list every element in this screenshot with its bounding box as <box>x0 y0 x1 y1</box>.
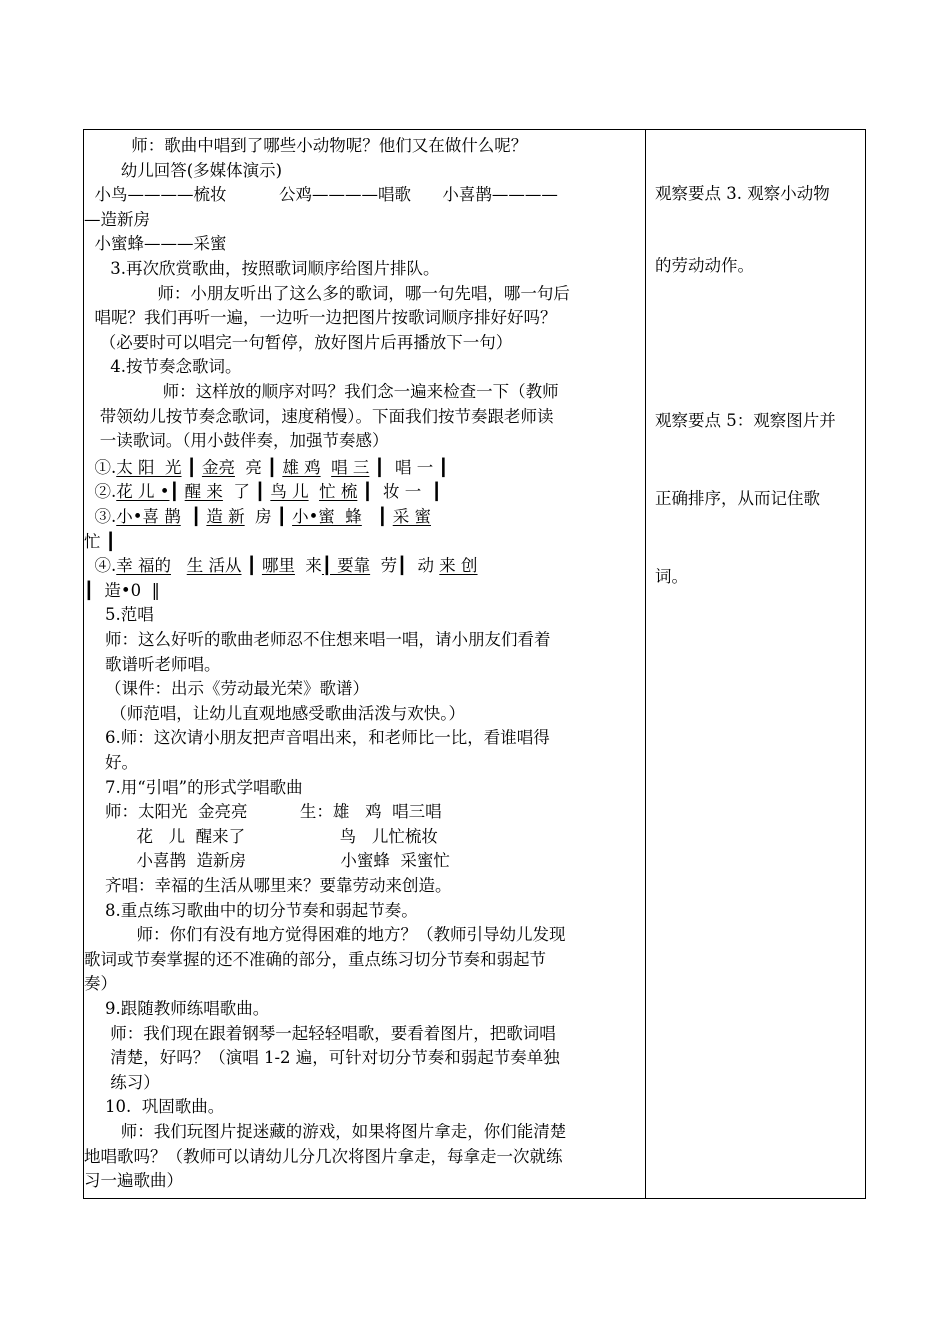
rhythm-segment: 金亮 <box>201 457 235 477</box>
rhythm-segment: 来 创 <box>439 556 478 576</box>
column-divider <box>645 130 646 1198</box>
rhythm-segment: ┃ <box>241 556 262 576</box>
text-line: ┃ 造•0 ‖ <box>84 580 160 600</box>
rhythm-segment: 忙 梳 <box>319 482 358 502</box>
lesson-plan-table <box>83 129 866 1199</box>
text-line: 3.再次欣赏歌曲，按照歌词顺序给图片排队。 <box>84 259 440 278</box>
rhythm-segment: ┃ 唱 一 ┃ <box>369 457 449 477</box>
rhythm-segment: ④. <box>84 556 117 576</box>
text-line: 齐唱：幸福的生活从哪里来？要靠劳动来创造。 <box>84 876 452 895</box>
rhythm-segment <box>309 482 320 501</box>
text-line: 练习） <box>84 1072 160 1092</box>
rhythm-segment: 哪里 <box>261 556 295 576</box>
rhythm-line <box>84 505 431 529</box>
rhythm-segment: 采 蜜 <box>392 507 431 526</box>
text-line: 唱呢？我们再听一遍，一边听一边把图片按歌词顺序排好好吗？ <box>84 308 557 328</box>
rhythm-segment: ┃ <box>361 507 393 526</box>
text-line: （课件：出示《劳动最光荣》歌谱） <box>84 679 369 699</box>
text-line: —造新房 <box>84 209 150 229</box>
note-line: 正确排序，从而记住歌 <box>655 489 820 508</box>
rhythm-segment: 房 ┃ <box>244 507 293 526</box>
rhythm-segment: 小•蜜 蜂 <box>292 507 362 526</box>
text-line: 好。 <box>84 753 138 772</box>
text-line: 奏） <box>84 974 117 994</box>
rhythm-line <box>84 480 442 504</box>
text-line: 师：我们玩图片捉迷藏的游戏，如果将图片拿走，你们能清楚 <box>84 1122 567 1141</box>
text-line: （必要时可以唱完一句暂停，放好图片后再播放下一句） <box>84 332 513 352</box>
text-line: 师：小朋友听出了这么多的歌词，哪一句先唱，哪一句后 <box>84 283 570 303</box>
text-line: 师：歌曲中唱到了哪些小动物呢？他们又在做什么呢？ <box>84 136 528 155</box>
rhythm-segment: ┃ 要靠 <box>321 556 371 576</box>
note-line: 观察要点 3. 观察小动物 <box>655 184 830 203</box>
text-line: 6.师：这次请小朋友把声音唱出来，和老师比一比，看谁唱得 <box>84 728 550 748</box>
rhythm-line <box>84 456 448 480</box>
observation-note-1 <box>655 134 830 326</box>
text-line: 幼儿回答(多媒体演示) <box>84 160 283 180</box>
text-line: 10. 巩固歌曲。 <box>84 1097 225 1117</box>
text-line: 忙 ┃ <box>84 531 116 551</box>
text-line: 歌词或节奏掌握的还不准确的部分，重点练习切分节奏和弱起节 <box>84 949 546 969</box>
note-line: 的劳动动作。 <box>655 256 754 275</box>
rhythm-segment <box>171 556 187 575</box>
rhythm-segment: ①. <box>84 457 117 477</box>
rhythm-segment: ②. <box>84 482 117 502</box>
text-line: 歌谱听老师唱。 <box>84 654 221 674</box>
rhythm-segment: 生 活从 <box>186 556 242 576</box>
rhythm-segment: 劳┃ 动 <box>370 556 440 576</box>
rhythm-segment: 醒 来 <box>184 482 223 502</box>
rhythm-line <box>84 554 478 578</box>
rhythm-segment <box>321 458 332 477</box>
text-line: 师：这么好听的歌曲老师忍不住想来唱一唱，请小朋友们看着 <box>84 630 551 649</box>
rhythm-segment: 鸟 儿 <box>270 482 309 502</box>
text-line: 8.重点练习歌曲中的切分节奏和弱起节奏。 <box>84 900 418 920</box>
text-line: 师：你们有没有地方觉得困难的地方？（教师引导幼儿发现 <box>84 925 566 945</box>
text-line: （师范唱，让幼儿直观地感受歌曲活泼与欢快。） <box>84 703 465 723</box>
text-line: 清楚，好吗？（演唱 1-2 遍，可针对切分节奏和弱起节奏单独 <box>84 1048 560 1068</box>
rhythm-segment: 幸 福的 <box>116 556 171 576</box>
text-line: 9.跟随教师练唱歌曲。 <box>84 999 270 1018</box>
note-line: 观察要点 5：观察图片并 <box>655 411 836 430</box>
text-line: 7.用“引唱”的形式学唱歌曲 <box>84 777 303 797</box>
text-line: 小喜鹊 造新房 小蜜蜂 采蜜忙 <box>84 851 450 871</box>
rhythm-segment: 了 ┃ <box>222 482 271 502</box>
observation-note-2 <box>655 356 836 642</box>
text-line: 地唱歌吗？（教师可以请幼儿分几次将图片拿走，每拿走一次就练 <box>84 1146 563 1166</box>
rhythm-segment: 唱 三 <box>331 457 370 477</box>
rhythm-segment: 雄 鸡 <box>282 457 321 477</box>
rhythm-segment: 造 新 <box>206 507 245 526</box>
text-line: 花 儿 醒来了 鸟 儿忙梳妆 <box>84 826 438 846</box>
rhythm-segment: 亮 ┃ <box>234 457 283 477</box>
text-line: 师：太阳光 金亮亮 生：雄 鸡 唱三唱 <box>84 802 442 822</box>
rhythm-segment: 小•喜 鹊 <box>116 507 181 526</box>
text-line: 小蜜蜂———采蜜 <box>84 234 227 254</box>
note-line: 词。 <box>655 567 688 586</box>
rhythm-segment: 太 阳 光 <box>116 457 182 477</box>
rhythm-segment: 来 <box>294 556 322 576</box>
text-line: 4.按节奏念歌词。 <box>84 357 242 377</box>
text-line: 带领幼儿按节奏念歌词，速度稍慢）。下面我们按节奏跟老师读 <box>84 406 554 426</box>
rhythm-segment: ③. <box>84 507 117 526</box>
text-line: 师：我们现在跟着钢琴一起轻轻唱歌，要看着图片，把歌词唱 <box>84 1023 556 1043</box>
rhythm-segment: ┃ <box>180 507 207 526</box>
text-line: 习一遍歌曲） <box>84 1171 183 1191</box>
rhythm-segment: ┃ <box>181 457 202 477</box>
rhythm-segment: 花 儿 • <box>116 482 170 502</box>
text-line: 师：这样放的顺序对吗？我们念一遍来检查一下（教师 <box>84 382 559 401</box>
text-line: 5.范唱 <box>84 605 154 625</box>
rhythm-segment: ┃ 妆 一 ┃ <box>357 482 442 502</box>
text-line: 一读歌词。（用小鼓伴奏，加强节奏感） <box>84 431 389 451</box>
text-line: 小鸟————梳妆 公鸡————唱歌 小喜鹊———— <box>84 185 558 205</box>
rhythm-segment: ┃ <box>169 482 185 502</box>
